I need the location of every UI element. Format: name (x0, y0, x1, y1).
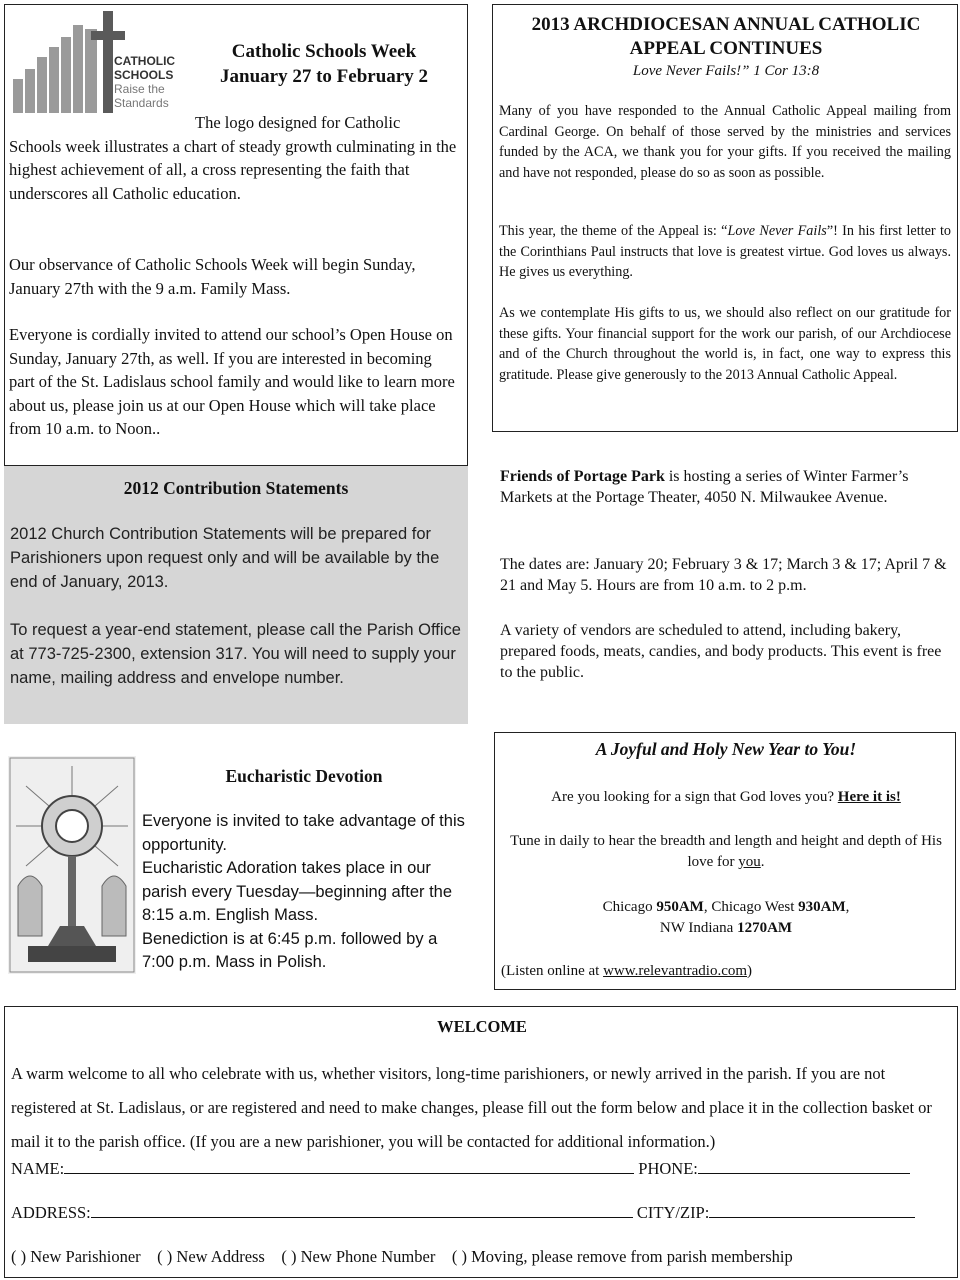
joyful-title: A Joyful and Holy New Year to You! (595, 739, 857, 759)
svg-text:SCHOOLS: SCHOOLS (114, 68, 174, 82)
name-field[interactable] (64, 1159, 634, 1174)
csw-paragraph-2: Our observance of Catholic Schools Week will begin Sunday, January 27th with the 9 a.m. Family Mass. (9, 255, 416, 298)
relevant-radio-link[interactable]: www.relevantradio.com (603, 963, 748, 979)
joyful-tune-in: Tune in daily to hear the breadth and length and height and depth of His love for you. (510, 833, 942, 870)
svg-text:Standards: Standards (114, 96, 169, 110)
catholic-schools-logo (11, 9, 181, 113)
portage-paragraph-2: The dates are: January 20; February 3 & 17; March 3 & 17; April 7 & 21 and May 5. Hours are from 10 a.m. to 2 p.m. (500, 556, 947, 594)
appeal-subtitle: Love Never Fails!” 1 Cor 13:8 (632, 63, 820, 79)
joyful-stations: Chicago 950AM, Chicago West 930AM, NW Indiana 1270AM (602, 899, 850, 936)
contrib-title: 2012 Contribution Statements (123, 478, 349, 498)
option-new-address[interactable]: ( ) New Address (157, 1247, 265, 1266)
csw-paragraph-3: Everyone is cordially invited to attend our school’s Open House on Sunday, January 27th, as well. If you are interested in becoming part of the St. Ladislaus school family and would like to learn more about us, please join us at our Open House which will take place from 10 a.m. to Noon.. (9, 325, 455, 438)
joyful-new-year-box (494, 732, 956, 990)
euch-body: Everyone is invited to take advantage of this opportunity. Eucharistic Adoration takes place in our parish every Tuesday—beginning after the 8:15 a.m. English Mass. Benediction is at 6:45 p.m. followed by a 7:00 p.m. Mass in Polish. (142, 812, 465, 971)
city-zip-label: CITY/ZIP: (636, 1203, 710, 1222)
welcome-paragraph: A warm welcome to all who celebrate with us, whether visitors, long-time parishioners, or newly arrived in the parish. If you are not registered at St. Ladislaus, or are registered and need to make changes, please fill out the form below and place it in the collection basket or mail it to the parish office. (If you are a new parishioner, you will be contacted for additional information.) (11, 1064, 932, 1151)
contribution-statements-box (4, 466, 468, 724)
joyful-question: Are you looking for a sign that God loves you? Here it is! (551, 789, 901, 805)
euch-title: Eucharistic Devotion (225, 766, 383, 786)
catholic-schools-week-box (4, 4, 468, 466)
portage-paragraph-1: Friends of Portage Park is hosting a series of Winter Farmer’s Markets at the Portage Theater, 4050 N. Milwaukee Avenue. (500, 468, 909, 506)
csw-title: Catholic Schools Week (231, 41, 417, 62)
address-field[interactable] (91, 1203, 633, 1218)
portage-paragraph-3: A variety of vendors are scheduled to attend, including bakery, prepared foods, meats, candies, and body products. This event is free to the public. (500, 622, 942, 681)
address-city-row (11, 1203, 915, 1223)
joyful-listen-online: (Listen online at www.relevantradio.com) (501, 963, 753, 979)
svg-text:Raise the: Raise the (114, 82, 165, 96)
appeal-paragraph-3: As we contemplate His gifts to us, we should also reflect on our gratitude for these gifts. Your financial support for the work our parish, of our Archdiocese and of the Church throughout the world is, in fact, one way to express this gratitude. Please give generously to the 2013 Annual Catholic Appeal. (499, 305, 951, 383)
city-zip-field[interactable] (709, 1203, 915, 1218)
appeal-paragraph-1: Many of you have responded to the Annual Catholic Appeal mailing from Cardinal George. On behalf of those served by the ministries and services funded by the ACA, we thank you for your gifts. If you received the mailing and have not responded, please do so as soon as possible. (499, 103, 951, 181)
eucharistic-devotion-box (4, 740, 468, 980)
option-new-parishioner[interactable]: ( ) New Parishioner (11, 1247, 141, 1266)
name-phone-row (11, 1159, 910, 1179)
welcome-registration-box (4, 1006, 958, 1278)
option-new-phone[interactable]: ( ) New Phone Number (281, 1247, 436, 1266)
svg-text:CATHOLIC: CATHOLIC (114, 54, 176, 68)
welcome-title: WELCOME (437, 1017, 527, 1036)
phone-field[interactable] (698, 1159, 910, 1174)
phone-label: PHONE: (638, 1159, 698, 1178)
annual-catholic-appeal-box (492, 4, 958, 432)
contrib-paragraph-1: 2012 Church Contribution Statements will be prepared for Parishioners upon request only and will be available by the end of January, 2013. (10, 525, 440, 591)
monstrance-illustration (8, 756, 136, 974)
name-label: NAME: (11, 1159, 65, 1178)
csw-dates: January 27 to February 2 (220, 66, 428, 87)
option-moving[interactable]: ( ) Moving, please remove from parish membership (451, 1247, 793, 1266)
portage-park-box (498, 462, 954, 692)
contrib-paragraph-2: To request a year-end statement, please call the Parish Office at 773-725-2300, extension 317. You will need to supply your name, mailing address and envelope number. (10, 621, 461, 687)
appeal-paragraph-2: This year, the theme of the Appeal is: “Love Never Fails”! In his first letter to the Corinthians Paul instructs that love is greatest virtue. God loves us always. He gives us everything. (499, 223, 951, 280)
membership-options (11, 1247, 953, 1267)
appeal-title: 2013 ARCHDIOCESAN ANNUAL CATHOLIC APPEAL CONTINUES (531, 14, 921, 59)
address-label: ADDRESS: (11, 1203, 91, 1222)
csw-paragraph-1: The logo designed for Catholic Schools week illustrates a chart of steady growth culminating in the highest achievement of all, a cross representing the faith that underscores all Catholic education. (9, 113, 457, 203)
